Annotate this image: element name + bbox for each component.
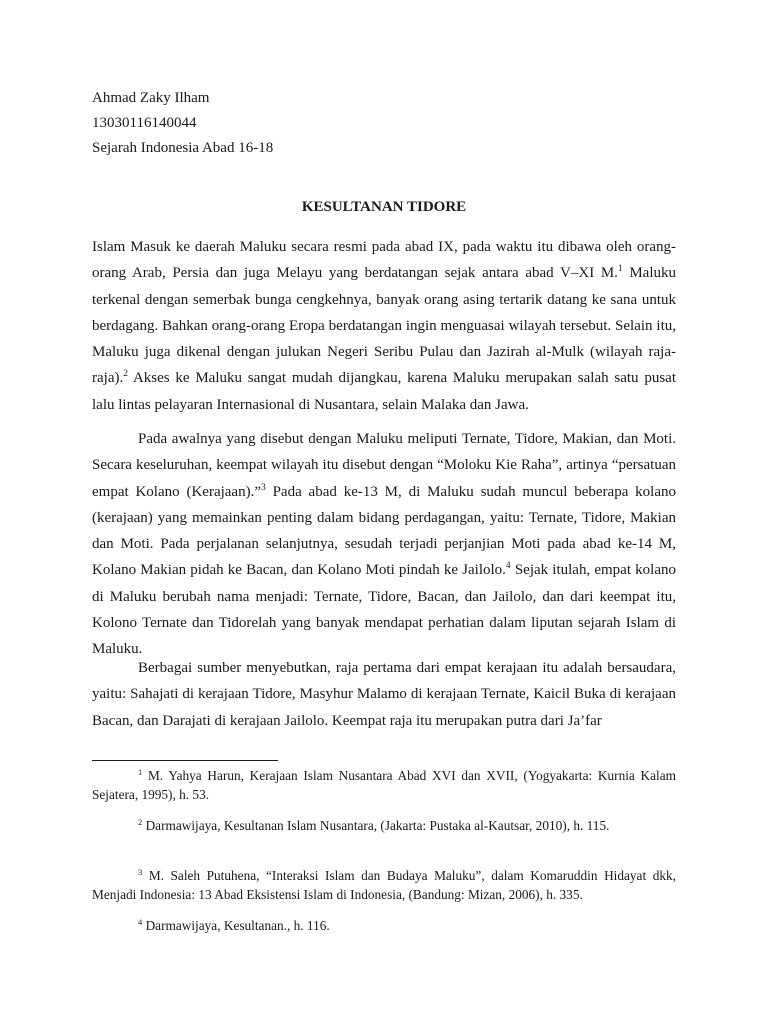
footnote-number: 2 xyxy=(138,817,143,827)
paragraph-text: Sejak itulah, empat kolano di Maluku berubah nama menjadi: Ternate, Tidore, Bacan, dan Jailolo, dan dari keempat itu, Kolono Ternate dan Tidorelah yang banyak mendapat perhatian dalam liputan sejarah Islam di Maluku. xyxy=(92,562,676,658)
footnote-number: 4 xyxy=(138,917,143,927)
footnote-2 xyxy=(92,816,676,835)
paragraph-1 xyxy=(92,234,676,418)
paragraph-text: Maluku terkenal dengan semerbak bunga cengkehnya, banyak orang asing tertarik datang ke sana untuk berdagang. Bahkan orang-orang Eropa berdatangan ingin menguasai wilayah tersebut. Selain itu, Maluku juga dikenal dengan julukan Negeri Seribu Pulau dan Jazirah al-Mulk (wilayah raja-raja). xyxy=(92,265,676,387)
footnote-ref[interactable]: 4 xyxy=(505,561,511,572)
footnote-text: Darmawijaya, Kesultanan Islam Nusantara, (Jakarta: Pustaka al-Kautsar, 2010), h. 115. xyxy=(142,818,610,833)
student-id: 13030116140044 xyxy=(92,115,197,131)
footnote-1 xyxy=(92,766,676,804)
paragraph-text: Pada abad ke-13 M, di Maluku sudah muncul beberapa kolano (kerajaan) yang memainkan penting dalam bidang perdagangan, yaitu: Ternate, Tidore, Makian dan Moti. Pada perjalanan selanjutnya, sesudah terjadi perjanjian Moti pada abad ke-14 M, Kolano Makian pidah ke Bacan, dan Kolano Moti pindah ke Jailolo. xyxy=(92,483,677,579)
footnote-divider xyxy=(92,760,278,761)
footnote-text: Darmawijaya, Kesultanan., h. 116. xyxy=(142,918,330,933)
footnote-ref[interactable]: 1 xyxy=(617,264,623,275)
footnote-ref[interactable]: 2 xyxy=(123,369,128,380)
footnote-4 xyxy=(92,916,676,935)
paragraph-3 xyxy=(92,655,676,734)
footnote-ref[interactable]: 3 xyxy=(261,482,266,493)
paragraph-text: Islam Masuk ke daerah Maluku secara resmi pada abad IX, pada waktu itu dibawa oleh orang-orang Arab, Persia dan juga Melayu yang berdatangan sejak antara abad V–XI M. xyxy=(92,239,676,282)
footnote-number: 1 xyxy=(138,767,143,777)
footnote-text: M. Yahya Harun, Kerajaan Islam Nusantara Abad XVI dan XVII, (Yogyakarta: Kurnia Kalam Sejatera, 1995), h. 53. xyxy=(92,768,676,802)
paragraph-text: Akses ke Maluku sangat mudah dijangkau, karena Maluku merupakan salah satu pusat lalu lintas pelayaran Internasional di Nusantara, selain Malaka dan Jawa. xyxy=(92,370,676,413)
course-name: Sejarah Indonesia Abad 16-18 xyxy=(92,140,274,156)
footnote-text: M. Saleh Putuhena, “Interaksi Islam dan Budaya Maluku”, dalam Komaruddin Hidayat dkk, Menjadi Indonesia: 13 Abad Eksistensi Islam di Indonesia, (Bandung: Mizan, 2006), h. 335. xyxy=(92,868,676,902)
paragraph-text: Pada awalnya yang disebut dengan Maluku meliputi Ternate, Tidore, Makian, dan Moti. Secara keseluruhan, keempat wilayah itu disebut dengan “Moloku Kie Raha”, artinya “persatuan empat Kolano (Kerajaan).” xyxy=(92,431,676,500)
paragraph-text: Berbagai sumber menyebutkan, raja pertama dari empat kerajaan itu adalah bersaudara, yaitu: Sahajati di kerajaan Tidore, Masyhur Malamo di kerajaan Ternate, Kaicil Buka di kerajaan Bacan, dan Darajati di kerajaan Jailolo. Keempat raja itu merupakan putra dari Ja’far xyxy=(92,660,676,729)
footnote-number: 3 xyxy=(138,867,143,877)
paragraph-2 xyxy=(92,426,676,663)
footnote-3 xyxy=(92,866,676,904)
author-block xyxy=(92,86,273,161)
author-name: Ahmad Zaky Ilham xyxy=(92,90,210,106)
document-title: KESULTANAN TIDORE xyxy=(301,199,467,215)
